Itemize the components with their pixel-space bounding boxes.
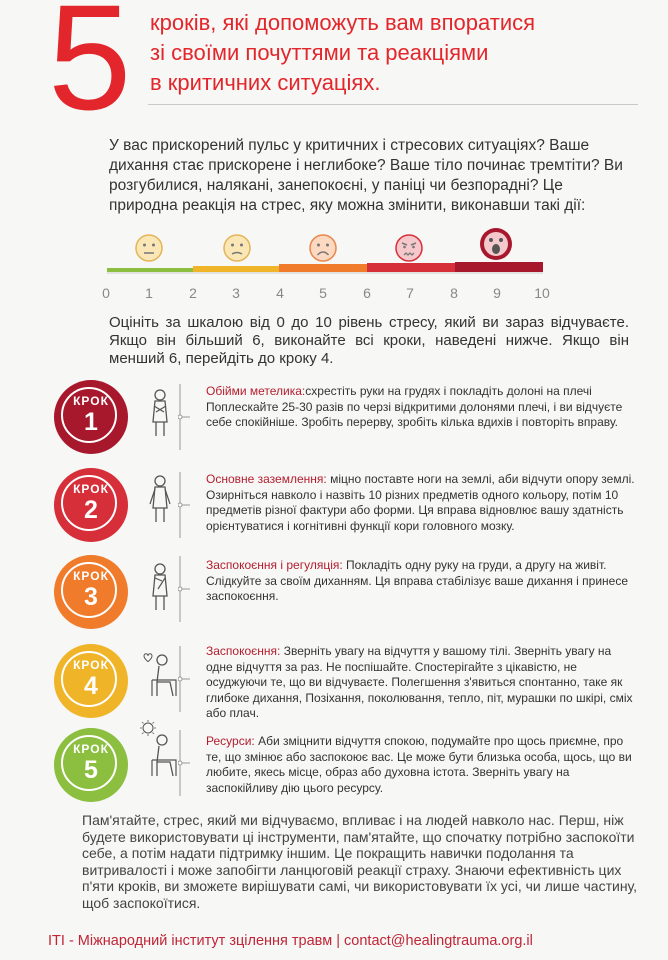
stress-scale-bar xyxy=(107,262,543,274)
step-3-body: Покладіть одну руку на груди, а другу на живіт. Слідкуйте за своїм диханням. Ця вправа стабілізує ваше дихання і принесе заспокоєння. xyxy=(206,558,629,603)
step-3-number: 3 xyxy=(84,583,98,611)
scale-number-4: 4 xyxy=(276,285,284,301)
step-5-body: Аби зміцнити відчуття спокою, подумайте про щось приємне, про те, що змінює або заспокоює вас. Це може бути близька особа, щось, що ви любите, якесь місце, образ або духовна істота. Зверніть увагу на заспокійливу дію цього ресурсу. xyxy=(206,734,632,795)
step-5-connector xyxy=(178,730,192,796)
scale-number-5: 5 xyxy=(319,285,327,301)
step-4-text xyxy=(206,644,636,722)
step-2-text xyxy=(206,472,636,534)
scale-segment-green xyxy=(107,268,193,272)
scale-number-10: 10 xyxy=(534,285,550,301)
step-2-body: міцно поставте ноги на землі, аби відчути опору землі. Озирніться навколо і назвіть 10 різних предметів одного кольору, потім 10 предметів різної фактури або форми. Ця вправа відновлює вашу здатність орієнтуватися і когнітивні функції кори головного мозку. xyxy=(206,472,635,533)
step-3-label: КРОК xyxy=(73,569,109,583)
contact-separator: | xyxy=(336,933,341,949)
step-3-heading: Заспокоєння і регуляція: xyxy=(206,558,343,572)
contact-line xyxy=(48,933,648,949)
step-5-text xyxy=(206,734,636,796)
step-2-heading: Основне заземлення: xyxy=(206,472,327,486)
scale-number-6: 6 xyxy=(363,285,371,301)
step-1-heading: Обійми метелика: xyxy=(206,384,306,398)
scale-number-1: 1 xyxy=(145,285,153,301)
step-4-body: Зверніть увагу на відчуття у вашому тілі. Зверніть увагу на одне відчуття за раз. Не поспішайте. Спостерігайте з цікавістю, не осуджуючи те, що ви відчуваєте. Полегшення з'явиться спонтанно, таке як глибоке дихання, Позіхання, поколювання, тепло, піт, мурашки по шкірі, сміх або плач. xyxy=(206,644,633,720)
scale-segment-darkred xyxy=(455,262,543,272)
hugging-person-icon xyxy=(142,388,178,438)
step-3-text xyxy=(206,558,636,605)
title-line-1: кроків, які допоможуть вам впоратися xyxy=(150,10,536,35)
step-4-badge xyxy=(54,644,128,718)
scale-number-2: 2 xyxy=(189,285,197,301)
scale-number-8: 8 xyxy=(450,285,458,301)
title-line-2: зі своїми почуттями та реакціями xyxy=(150,40,489,65)
step-4-connector xyxy=(178,646,192,712)
page-title xyxy=(150,8,535,98)
step-4-heading: Заспокоєння: xyxy=(206,644,281,658)
step-3-connector xyxy=(178,556,192,622)
step-2-number: 2 xyxy=(84,496,98,524)
scale-number-7: 7 xyxy=(406,285,414,301)
title-line-3: в критичних ситуаціях. xyxy=(150,70,381,95)
step-1-connector xyxy=(178,384,192,450)
scale-segment-orange xyxy=(279,264,367,272)
scale-instruction: Оцініть за шкалою від 0 до 10 рівень стресу, який ви зараз відчуваєте. Якщо він більший 6, виконайте всі кроки, наведені нижче. Якщо він менший 6, перейдіть до кроку 4. xyxy=(109,314,629,367)
big-number-five: 5 xyxy=(48,0,132,141)
step-2-label: КРОК xyxy=(73,482,109,496)
organization-name: ITI - Міжнародний інститут зцілення травм xyxy=(48,933,333,949)
scale-number-9: 9 xyxy=(493,285,501,301)
step-4-number: 4 xyxy=(84,672,98,700)
step-1-body: схрестіть руки на грудях і покладіть долоні на плечі Поплескайте 25-30 разів по черзі відкритими долонями плечі, і ви відчуєте себе спокійніше. Зробіть перерву, зробіть кілька вдихів і повторіть вправу. xyxy=(206,384,623,429)
step-5-badge xyxy=(54,728,128,802)
step-1-label: КРОК xyxy=(73,394,109,408)
scale-segment-yellow xyxy=(193,266,279,272)
step-2-connector xyxy=(178,472,192,538)
hand-on-chest-person-icon xyxy=(142,562,178,612)
screaming-face-icon xyxy=(478,226,514,267)
scale-number-0: 0 xyxy=(102,285,110,301)
contact-email[interactable]: contact@healingtrauma.org.il xyxy=(344,933,533,949)
sitting-person-thought-icon xyxy=(140,720,180,780)
scale-number-3: 3 xyxy=(232,285,240,301)
intro-paragraph: У вас прискорений пульс у критичних і стресових ситуаціях? Ваше дихання стає прискорене і неглибоке? Ваше тіло починає тремтіти? Ви розгубилися, налякані, занепокоєні, у паніці чи безпорадні? Це природна реакція на стрес, яку можна змінити, виконавши такі дії: xyxy=(109,137,623,214)
step-5-heading: Ресурси: xyxy=(206,734,255,748)
title-divider xyxy=(148,104,638,105)
step-3-badge xyxy=(54,555,128,629)
step-1-badge xyxy=(54,380,128,454)
step-2-badge xyxy=(54,468,128,542)
closing-paragraph: Пам'ятайте, стрес, який ми відчуваємо, впливає і на людей навколо нас. Перш, ніж будете використовувати ці інструменти, пам'ятайте, що спочатку потрібно заспокоїти себе, а потім надати підтримку іншим. Це покращить навички подолання та витривалості і може запобігти ланцюговій реакції страху. Знаючи ефективність цих п'яти кроків, ви зможете вирішувати самі, чи використовувати їх усі, чи лише частину, щоб заспокоїтися. xyxy=(82,812,638,911)
scale-segment-red xyxy=(367,263,455,272)
step-1-text xyxy=(206,384,636,431)
step-5-number: 5 xyxy=(84,756,98,784)
sitting-person-heart-icon xyxy=(140,650,180,700)
step-4-label: КРОК xyxy=(73,658,109,672)
standing-person-icon xyxy=(142,474,178,524)
step-1-number: 1 xyxy=(84,408,98,436)
step-5-label: КРОК xyxy=(73,742,109,756)
